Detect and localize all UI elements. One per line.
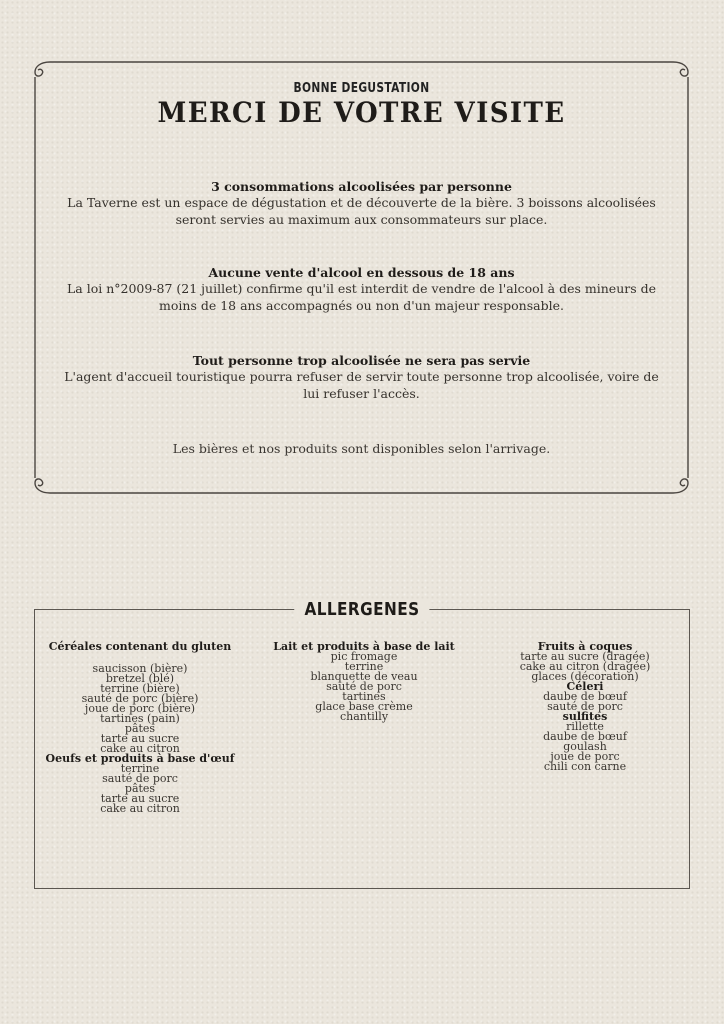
- allergen-item: chili con carne: [543, 760, 627, 773]
- allergen-category: sulfites: [562, 710, 608, 723]
- allergen-item: saucisson (bière): [92, 662, 188, 675]
- allergen-category: Oeufs et produits à base d'œuf: [45, 752, 235, 765]
- allergen-item: cake au citron: [100, 802, 180, 815]
- allergen-item: tarte au sucre: [100, 732, 180, 745]
- allergen-item: sauté de porc (bière): [81, 692, 199, 705]
- allergen-column: [480, 642, 690, 772]
- rule-heading: Aucune vente d'alcool en dessous de 18 ans: [208, 265, 515, 280]
- allergen-column: [35, 642, 245, 814]
- rule-body-line: lui refuser l'accès.: [303, 386, 420, 401]
- allergen-category: Lait et produits à base de lait: [273, 640, 455, 653]
- rule-body-line: La loi n°2009-87 (21 juillet) confirme qu'il est interdit de vendre de l'alcool à des mineurs de: [66, 281, 657, 296]
- allergen-item: terrine (bière): [100, 682, 180, 695]
- allergen-item: sauté de porc: [326, 680, 402, 693]
- allergen-item: terrine: [120, 762, 160, 775]
- allergen-item: pâtes: [124, 782, 156, 795]
- allergen-item: blanquette de veau: [310, 670, 418, 683]
- allergen-item: goulash: [563, 740, 607, 753]
- allergen-item: glaces (décoration): [531, 670, 639, 683]
- allergen-item: cake au citron: [100, 742, 180, 755]
- allergen-item: pâtes: [124, 722, 156, 735]
- allergen-category: Fruits à coques: [537, 640, 633, 653]
- allergen-column: [259, 642, 469, 722]
- rule-heading: Tout personne trop alcoolisée ne sera pas servie: [192, 353, 531, 368]
- rule-block-age: [34, 265, 689, 314]
- availability-note: Les bières et nos produits sont disponibles selon l'arrivage.: [172, 441, 551, 456]
- rule-heading: 3 consommations alcoolisées par personne: [211, 179, 512, 194]
- allergen-item: joue de porc (bière): [84, 702, 196, 715]
- allergen-item: daube de bœuf: [543, 690, 627, 703]
- allergen-item: daube de bœuf: [543, 730, 627, 743]
- allergen-item: glace base crème: [315, 700, 413, 713]
- allergen-category: Céleri: [566, 680, 604, 693]
- rule-block-intoxication: [34, 353, 689, 402]
- rule-body-line: moins de 18 ans accompagnés ou non d'un majeur responsable.: [159, 298, 564, 313]
- page-title: MERCI DE VOTRE VISITE: [157, 96, 566, 129]
- allergen-item: pic fromage: [330, 650, 398, 663]
- allergen-item: bretzel (blé): [105, 672, 175, 685]
- allergen-item: rillette: [566, 720, 604, 733]
- allergen-item: tartines: [342, 690, 386, 703]
- allergen-item: sauté de porc: [547, 700, 623, 713]
- allergen-item: sauté de porc: [102, 772, 178, 785]
- allergen-item: joue de porc: [550, 750, 620, 763]
- allergen-item: tarte au sucre (dragée): [520, 650, 650, 663]
- rule-body-line: La Taverne est un espace de dégustation et de découverte de la bière. 3 boissons alcoolisées: [67, 195, 656, 210]
- rule-block-consumption: [34, 179, 689, 228]
- rule-body-line: L'agent d'accueil touristique pourra refuser de servir toute personne trop alcoolisée, voire de: [64, 369, 659, 384]
- allergen-category: Céréales contenant du gluten: [48, 640, 232, 653]
- allergen-item: tartines (pain): [100, 712, 180, 725]
- allergen-item: tarte au sucre: [100, 792, 180, 805]
- visit-frame: [34, 61, 689, 494]
- allergen-item: terrine: [344, 660, 384, 673]
- kicker-text: BONNE DEGUSTATION: [293, 81, 430, 96]
- allergen-item: cake au citron (dragée): [519, 660, 651, 673]
- allergens-title: ALLERGENES: [294, 599, 430, 620]
- allergen-item: chantilly: [339, 710, 389, 723]
- allergens-panel: [34, 599, 690, 889]
- rule-body-line: seront servies au maximum aux consommateurs sur place.: [175, 212, 548, 227]
